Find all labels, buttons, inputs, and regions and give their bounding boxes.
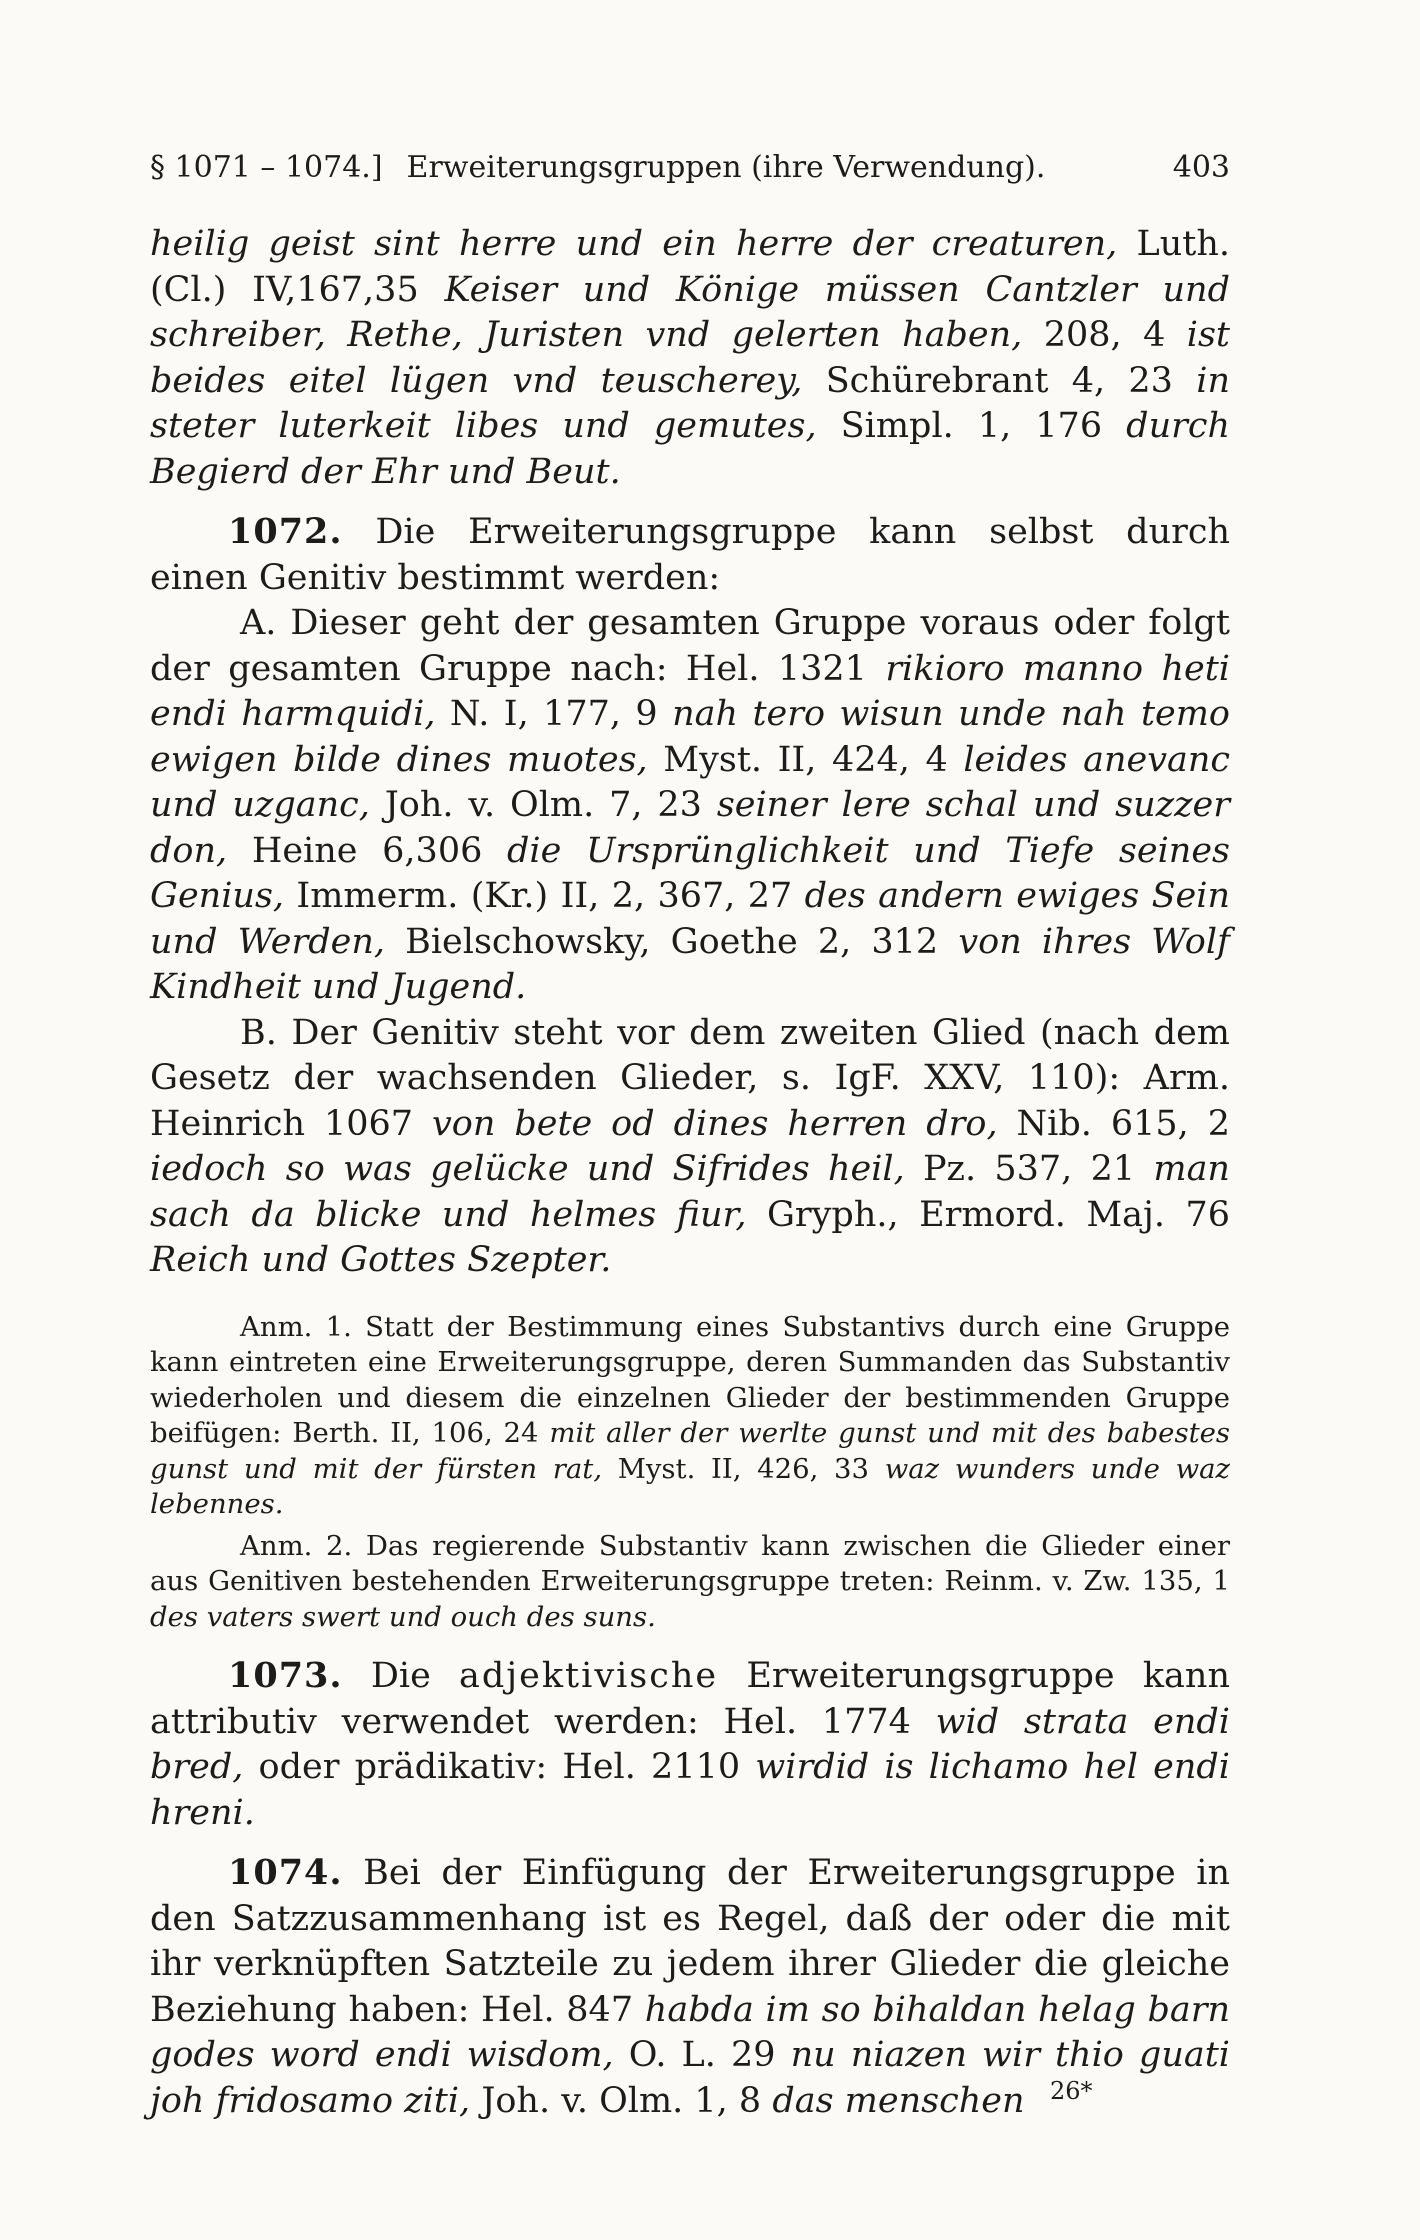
citation: Myst. II, 426, 33	[602, 1452, 885, 1485]
quote: Reich und Gottes Szepter.	[150, 1240, 612, 1280]
paragraph-b	[150, 1011, 1230, 1284]
citation: Pz. 537, 21	[904, 1149, 1154, 1189]
quote: von bete od dines herren dro,	[432, 1103, 998, 1144]
quote: rikioro manno heti endi harmquidi,	[150, 648, 1230, 734]
text: Bei der Einfügung der Erweiterungsgruppe in den Satzzusammenhang ist es Regel, daß der oder die mit ihr verknüpften Satzteile zu jedem ihrer Glieder die gleiche Beziehung haben: Hel. 847	[150, 1853, 1230, 2030]
quote: heilig geist sint herre und ein herre der creaturen,	[150, 224, 1118, 264]
running-header	[150, 148, 1230, 188]
quote: leides anevanc und uzganc,	[150, 739, 1230, 825]
note-text: Anm. 2. Das regierende Substantiv kann zwischen die Glieder einer aus Genitiven bestehenden Erweiterungsgruppe treten: Reinm. v. Zw. 135, 1	[150, 1529, 1230, 1597]
quote: ist beides eitel lügen vnd teuscherey,	[150, 315, 1230, 401]
paragraph-a	[150, 601, 1230, 1011]
quote: seiner lere schal und suzzer don,	[150, 785, 1231, 871]
note-text: Anm. 1. Statt der Bestimmung eines Substantivs durch eine Gruppe kann eintreten eine Erweiterungsgruppe, deren Summanden das Substantiv wiederholen und diesem die einzelnen Glieder der bestimmenden Gruppe beifügen: Berth. II, 106, 24	[150, 1310, 1230, 1449]
page-number: 403	[1172, 150, 1230, 185]
quote: nu niazen wir thio guati joh fridosamo ziti,	[150, 2035, 1230, 2121]
quote: nah tero wisun unde nah temo ewigen bilde dines muotes,	[150, 694, 1231, 780]
quote: man sach da blicke und helmes fiur,	[150, 1149, 1230, 1235]
signature-mark: 26*	[1050, 2077, 1093, 2105]
quote: wirdid is lichamo hel endi hreni.	[150, 1747, 1230, 1833]
section-1072	[150, 509, 1230, 601]
header-left	[150, 148, 1045, 188]
quote: des vaters swert und ouch des suns.	[150, 1600, 656, 1633]
text: A. Dieser geht der gesamten Gruppe voraus oder folgt der gesamten Gruppe nach: Hel. 1321	[150, 603, 1230, 689]
section-number: 1074.	[228, 1852, 343, 1893]
text: Erweiterungsgruppe kann attributiv verwendet werden: Hel. 1774	[150, 1656, 1230, 1742]
citation: N. I, 177, 9	[435, 694, 673, 734]
citation: Luth. (Cl.) IV,167,35	[150, 224, 1230, 310]
quote: iedoch so was gelücke und Sifrides heil,	[150, 1149, 905, 1189]
section-number: 1073.	[228, 1655, 343, 1696]
note-1	[150, 1310, 1230, 1523]
section-1073	[150, 1653, 1230, 1836]
note-2	[150, 1529, 1230, 1636]
citation: Heine 6,306	[227, 830, 508, 871]
quote: wid strata endi bred,	[150, 1701, 1230, 1787]
quote: von ihres Wolf Kindheit und Jugend.	[150, 921, 1230, 1007]
section-range: § 1071 – 1074.]	[150, 150, 383, 185]
text: B. Der Genitiv steht vor dem zweiten Glied (nach dem Gesetz der wachsenden Glieder, s. IgF. XXV, 110): Arm. Heinrich 1067	[150, 1012, 1230, 1144]
citation: Immerm. (Kr.) II, 2, 367, 27	[284, 876, 805, 916]
quote: in steter luterkeit libes und gemutes,	[150, 360, 1230, 446]
citation: Simpl. 1, 176	[816, 406, 1127, 446]
book-page	[150, 148, 1230, 2124]
citation: Joh. v. Olm. 1, 8	[470, 2080, 773, 2121]
text: Die	[342, 1656, 460, 1696]
quote: des andern ewiges Sein und Werden,	[150, 876, 1230, 962]
emphasis-spaced: adjektivische	[459, 1656, 719, 1696]
citation: 208, 4	[1022, 315, 1187, 355]
citation: Myst. II, 424, 4	[647, 739, 964, 780]
quote: das menschen	[772, 2080, 1025, 2121]
quote: die Ursprünglichkeit und Tiefe seines Genius,	[150, 830, 1231, 916]
section-number: 1072.	[228, 511, 343, 552]
citation: Joh. v. Olm. 7, 23	[369, 785, 717, 825]
citation: Bielschowsky, Goethe 2, 312	[384, 921, 959, 962]
quote: mit aller der werlte gunst und mit des babestes gunst und mit der fürsten rat,	[150, 1417, 1231, 1485]
quote: Keiser und Könige müssen Cantzler und schreiber, Rethe, Juristen vnd gelerten haben,	[150, 269, 1230, 355]
header-title: Erweiterungsgruppen (ihre Verwendung).	[406, 150, 1046, 185]
citation: oder prädikativ: Hel. 2110	[243, 1747, 756, 1787]
paragraph-continuation	[150, 222, 1230, 495]
quote: durch Begierd der Ehr und Beut.	[150, 406, 1230, 492]
quote: waz wunders unde waz lebennes.	[150, 1452, 1231, 1520]
citation: Gryph., Ermord. Maj. 76	[746, 1194, 1230, 1235]
section-text: Die Erweiterungsgruppe kann selbst durch einen Genitiv bestimmt werden:	[150, 512, 1230, 598]
citation: Nib. 615, 2	[997, 1103, 1230, 1144]
citation: Schürebrant 4, 23	[802, 360, 1197, 401]
quote: habda im so bihaldan helag barn godes word endi wisdom,	[150, 1989, 1230, 2075]
citation: O. L. 29	[613, 2035, 791, 2075]
